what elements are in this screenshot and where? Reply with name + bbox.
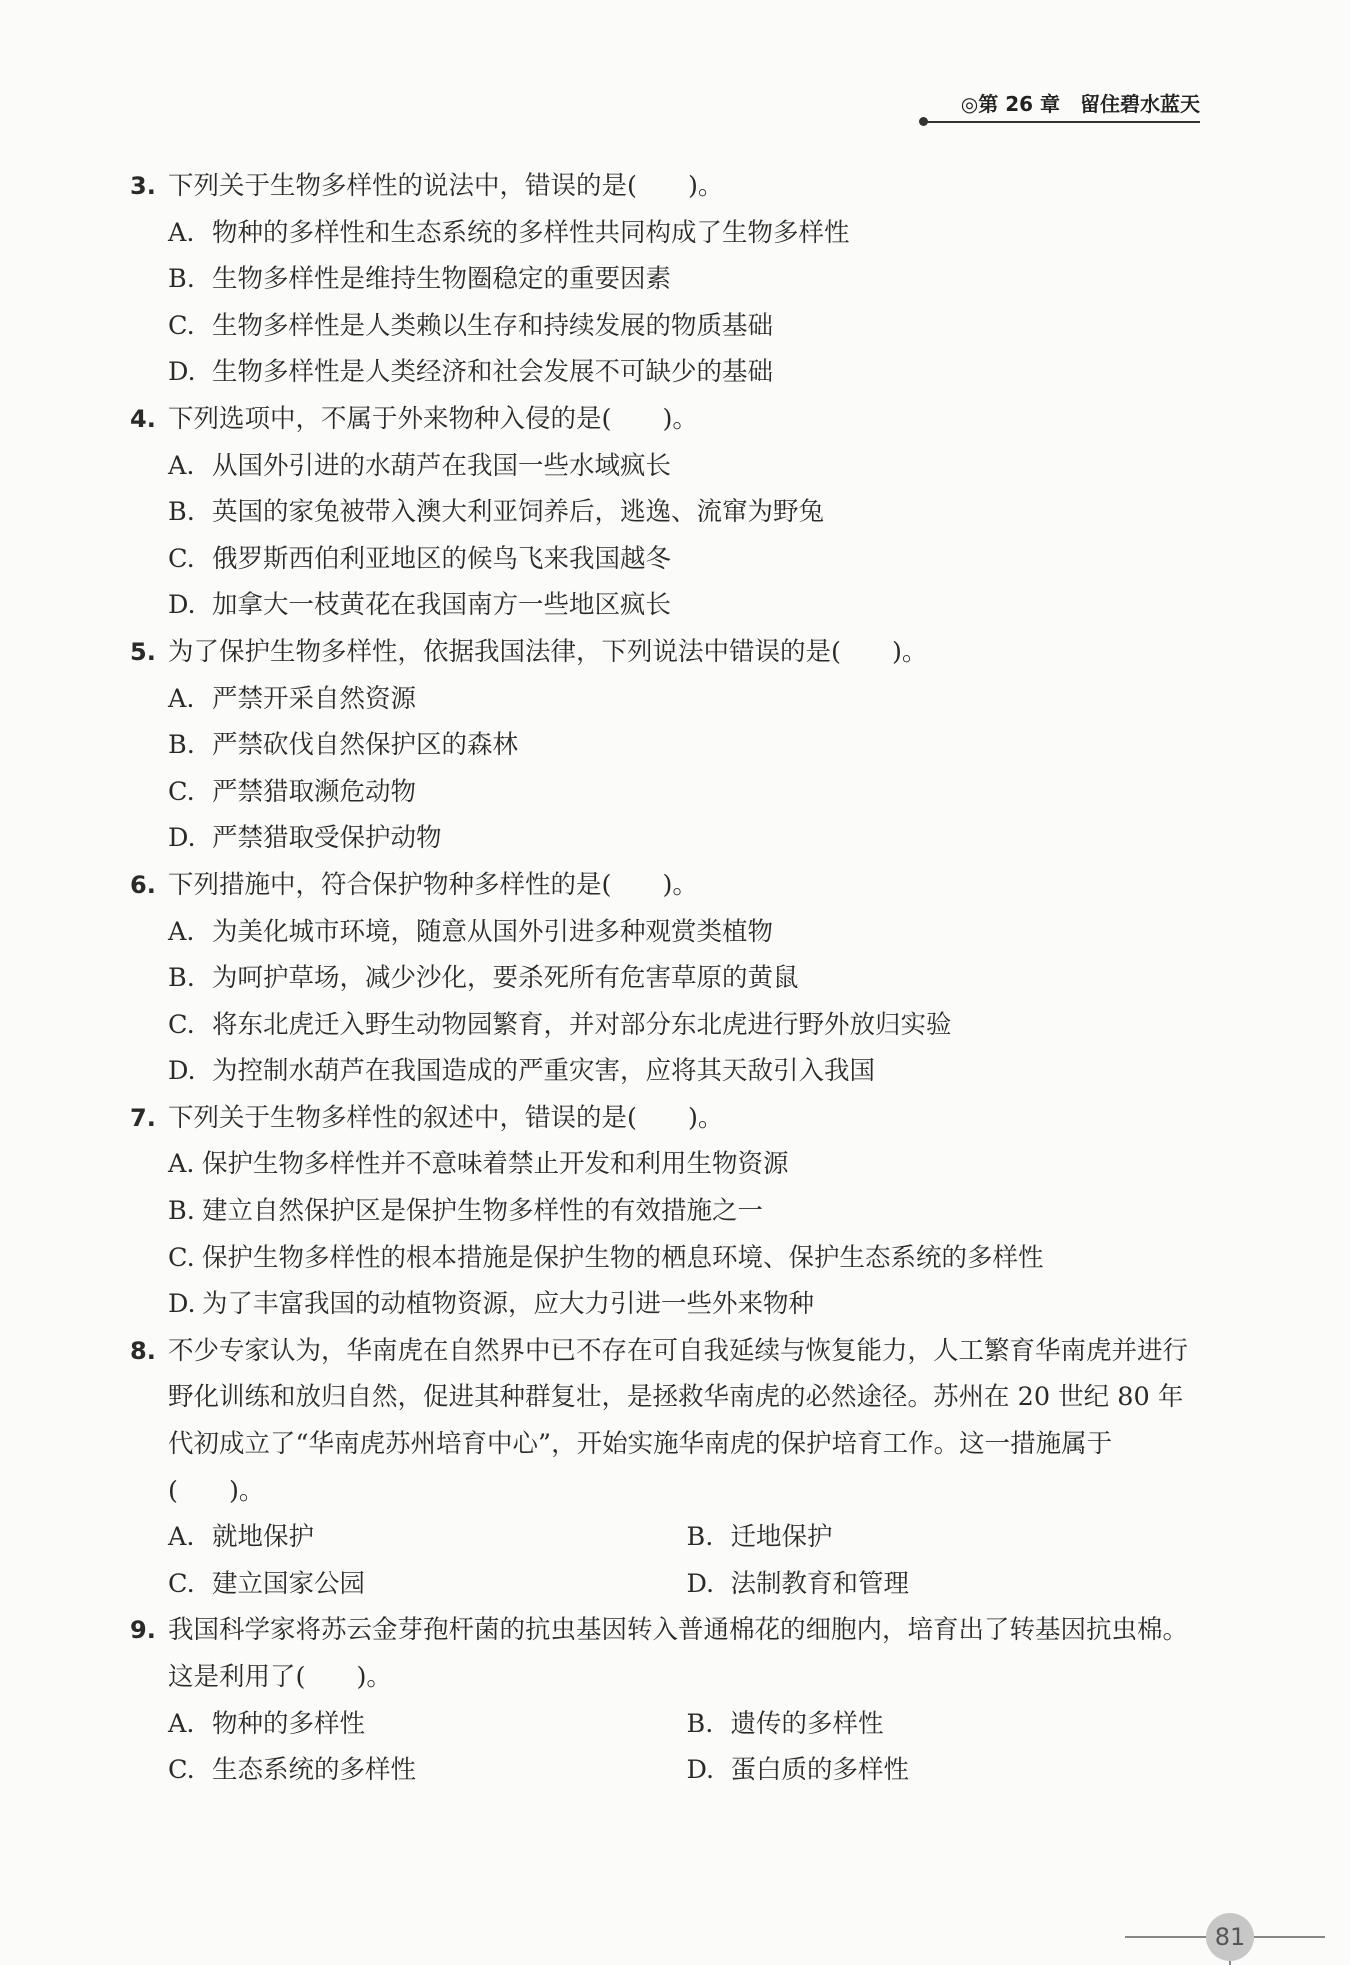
option-b [130,1188,1205,1235]
page-number-rule-right [1253,1936,1325,1938]
option-a [168,1514,687,1561]
option-letter: A. [168,1522,195,1553]
option-letter: C. [168,1568,195,1599]
option-text: 严禁开采自然资源 [212,683,417,714]
option-letter: D. [686,1755,715,1786]
option-text: 为呵护草场，减少沙化，要杀死所有危害草原的黄鼠 [212,963,799,994]
question-stem: 为了保护生物多样性，依据我国法律，下列说法中错误的是( )。 [168,636,928,667]
option-text: 建立国家公园 [212,1568,366,1599]
header-rule [925,121,1200,123]
question-number: 3. [130,172,156,200]
option-text: 就地保护 [212,1522,315,1553]
option-d [687,1747,1206,1794]
option-text: 为美化城市环境，随意从国外引进多种观赏类植物 [212,916,774,947]
option-a [130,210,1205,257]
option-letter: B. [168,497,195,528]
option-letter: C. [168,776,195,807]
option-letter: A. [168,450,195,481]
option-letter: B. [168,730,195,761]
option-d [130,1048,1205,1095]
question-number: 5. [130,637,156,666]
option-c [130,1002,1205,1049]
option-text: 生物多样性是人类赖以生存和持续发展的物质基础 [212,310,774,341]
question-number: 6. [130,870,156,899]
option-text: 生物多样性是维持生物圈稳定的重要因素 [212,264,672,295]
option-text: 从国外引进的水葫芦在我国一些水域疯长 [212,450,672,481]
option-text: 保护生物多样性并不意味着禁止开发和利用生物资源 [202,1149,789,1180]
option-text: 为了丰富我国的动植物资源，应大力引进一些外来物种 [202,1289,815,1320]
question-8 [130,1328,1205,1514]
question-stem: 我国科学家将苏云金芽孢杆菌的抗虫基因转入普通棉花的细胞内，培育出了转基因抗虫棉。这是利用了( )。 [168,1615,1189,1692]
question-4 [130,396,1205,443]
option-letter: C. [168,1009,195,1040]
option-letter: C. [168,1755,195,1786]
option-text: 英国的家兔被带入澳大利亚饲养后，逃逸、流窜为野兔 [212,497,825,528]
option-letter: D. [168,590,196,621]
option-letter: B. [168,1196,195,1227]
question-number: 8. [130,1336,156,1365]
option-c [130,1235,1205,1282]
option-row [130,1701,1205,1748]
option-d [130,582,1205,629]
option-c [130,769,1205,816]
option-text: 保护生物多样性的根本措施是保护生物的栖息环境、保护生态系统的多样性 [202,1242,1044,1273]
option-letter: A. [168,1149,195,1180]
option-row [130,1561,1205,1608]
option-letter: A. [168,217,195,248]
option-b [130,489,1205,536]
option-a [130,1141,1205,1188]
page-number: 81 [1206,1913,1254,1961]
option-letter: A. [168,1708,195,1739]
option-letter: A. [168,916,195,947]
option-letter: D. [168,1289,196,1320]
option-text: 生物多样性是人类经济和社会发展不可缺少的基础 [212,357,774,388]
option-b [687,1514,1206,1561]
option-text: 严禁砍伐自然保护区的森林 [212,730,519,761]
question-number: 9. [130,1616,156,1645]
question-stem: 下列选项中，不属于外来物种入侵的是( )。 [168,403,698,434]
option-b [130,955,1205,1002]
option-letter: D. [168,823,196,854]
option-b [130,256,1205,303]
question-7 [130,1095,1205,1142]
option-letter: D. [168,1056,196,1087]
question-number: 4. [130,404,156,433]
option-text: 物种的多样性和生态系统的多样性共同构成了生物多样性 [212,217,850,248]
option-text: 加拿大一枝黄花在我国南方一些地区疯长 [212,590,672,621]
option-b [687,1701,1206,1748]
question-stem: 下列关于生物多样性的说法中，错误的是( )。 [168,171,724,201]
option-d [687,1561,1206,1608]
option-letter: B. [686,1522,714,1553]
option-a [130,676,1205,723]
option-letter: B. [168,963,195,994]
option-row [130,1514,1205,1561]
option-c [168,1747,687,1794]
option-text: 遗传的多样性 [730,1708,884,1739]
option-letter: C. [168,543,195,574]
option-text: 建立自然保护区是保护生物多样性的有效措施之一 [202,1196,764,1227]
option-text: 为控制水葫芦在我国造成的严重灾害，应将其天敌引入我国 [212,1056,876,1087]
chapter-header: ◎第 26 章 留住碧水蓝天 [960,92,1200,116]
option-text: 迁地保护 [730,1522,833,1553]
option-c [130,303,1205,350]
option-letter: B. [686,1708,714,1739]
option-text: 将东北虎迁入野生动物园繁育，并对部分东北虎进行野外放归实验 [212,1009,952,1040]
question-9 [130,1607,1205,1700]
option-text: 严禁猎取受保护动物 [212,823,442,854]
option-letter: D. [168,357,196,388]
option-letter: D. [686,1568,715,1599]
option-text: 严禁猎取濒危动物 [212,776,417,807]
option-a [130,443,1205,490]
option-letter: A. [168,683,195,714]
option-text: 生态系统的多样性 [212,1755,417,1786]
question-3 [130,163,1205,210]
option-a [168,1701,687,1748]
option-a [130,909,1205,956]
option-text: 蛋白质的多样性 [730,1755,910,1786]
option-d [130,1281,1205,1328]
option-d [130,349,1205,396]
option-letter: C. [168,1242,195,1273]
option-letter: C. [168,310,195,341]
question-stem: 下列关于生物多样性的叙述中，错误的是( )。 [168,1102,724,1133]
option-c [168,1561,687,1608]
option-row [130,1747,1205,1794]
question-list [130,163,1205,1794]
question-stem: 不少专家认为，华南虎在自然界中已不存在可自我延续与恢复能力，人工繁育华南虎并进行野化训练和放归自然，促进其种群复壮，是拯救华南虎的必然途径。苏州在 20 世纪 80 年代初成立了“华南虎苏州培育中心”，开始实施华南虎的保护培育工作。这一措施属于( )。 [168,1335,1189,1506]
question-5 [130,629,1205,676]
question-number: 7. [130,1103,156,1132]
option-letter: B. [168,264,195,295]
option-c [130,536,1205,583]
option-text: 物种的多样性 [212,1708,366,1739]
option-text: 俄罗斯西伯利亚地区的候鸟飞来我国越冬 [212,543,672,574]
option-d [130,815,1205,862]
option-text: 法制教育和管理 [730,1568,910,1599]
question-6 [130,862,1205,909]
option-b [130,722,1205,769]
question-stem: 下列措施中，符合保护物种多样性的是( )。 [168,869,698,900]
page-number-rule-left [1125,1936,1207,1938]
